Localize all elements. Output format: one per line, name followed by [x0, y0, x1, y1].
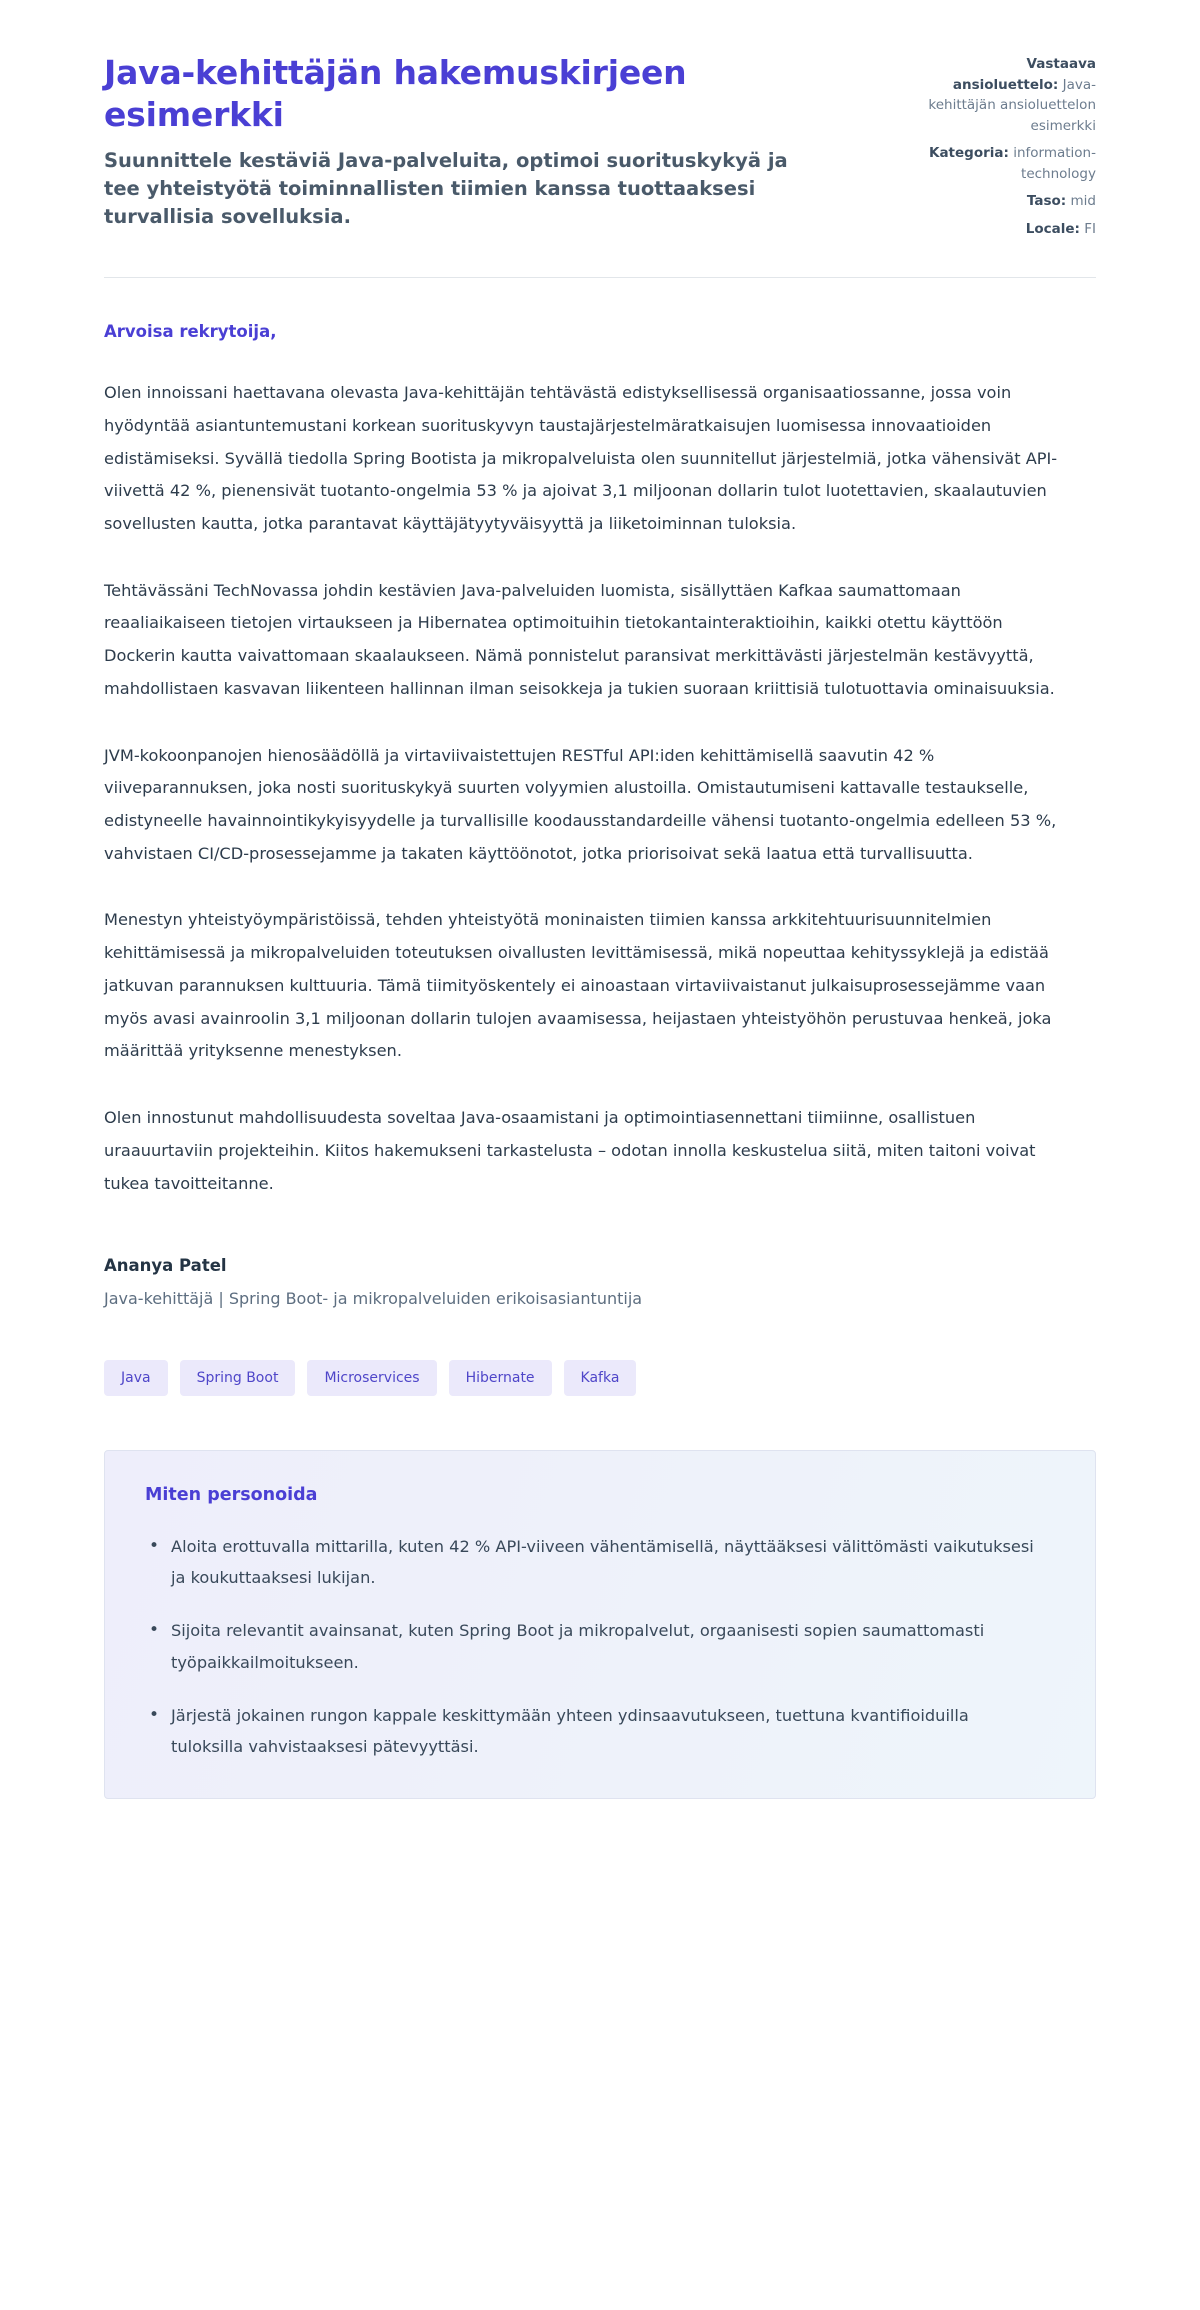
tips-list: [145, 1531, 1055, 1762]
meta-label-resume: Vastaava ansioluettelo:: [952, 56, 1096, 93]
page-title: Java-kehittäjän hakemuskirjeen esimerkki: [104, 53, 687, 134]
signature-role: Java-kehittäjä | Spring Boot- ja mikropalveluiden erikoisasiantuntija: [104, 1289, 643, 1309]
signature-name: Ananya Patel: [104, 1256, 227, 1276]
tag-chip[interactable]: Kafka: [564, 1360, 637, 1396]
personalization-tips-panel: [104, 1450, 1096, 1799]
letter-paragraph: Olen innoissani haettavana olevasta Java-kehittäjän tehtävästä edistyksellisessä organisaatiossanne, jossa voin hyödyntää asiantuntemustani korkean suorituskyvyn taustajärjestelmäratkaisujen luomisessa innovaatioiden edistämiseksi. Syvällä tiedolla Spring Bootista ja mikropalveluista olen suunnitellut järjestelmiä, jotka vähensivät API-viivettä 42 %, pienensivät tuotanto-ongelmia 53 % ja ajoivat 3,1 miljoonan dollarin tulot luotettavien, skaalautuvien sovellusten kautta, jotka parantavat käyttäjätyytyväisyyttä ja liiketoiminnan tuloksia.: [104, 383, 1058, 533]
signature-block: [104, 1256, 1096, 1308]
tips-list-item: • Järjestä jokainen rungon kappale keskittymään yhteen ydinsaavutukseen, tuettuna kvantifioiduilla tuloksilla vahvistaaksesi pätevyyttäsi.: [145, 1700, 1045, 1762]
meta-row-resume: [918, 54, 1096, 136]
letter-paragraph: JVM-kokoonpanojen hienosäädöllä ja virtaviivaistettujen RESTful API:iden kehittämisellä saavutin 42 % viiveparannuksen, joka nosti suorituskykyä suurten volyymien alustoilla. Omistautumiseni kattavalle testaukselle, edistyneelle havainnointikykyisyydelle ja turvallisille koodausstandardeille vähensi tuotanto-ongelmia edelleen 53 %, vahvistaen CI/CD-prosessejamme ja takaten käyttöönotot, jotka priorisoivat sekä laatua että turvallisuutta.: [104, 745, 1057, 863]
tag-list: [104, 1360, 1096, 1396]
document-header: [104, 0, 1096, 239]
meta-value-category: information-technology: [1013, 145, 1096, 182]
page-subtitle: Suunnittele kestäviä Java-palveluita, optimoi suorituskykyä ja tee yhteistyötä toiminnallisten tiimien kanssa tuottaaksesi turvallisia sovelluksia.: [104, 149, 788, 228]
meta-row-category: [918, 143, 1096, 184]
meta-label-locale: Locale:: [1025, 220, 1080, 237]
meta-label-level: Taso:: [1026, 193, 1067, 210]
tips-title: Miten personoida: [145, 1485, 318, 1506]
letter-paragraph: Olen innostunut mahdollisuudesta soveltaa Java-osaamistani ja optimointiasennettani tiimiinne, osallistuen uraauurtaviin projekteihin. Kiitos hakemukseni tarkastelusta – odotan innolla keskustelua siitä, miten taitoni voivat tukea tavoitteitanne.: [104, 1108, 1036, 1193]
meta-row-locale: [918, 219, 1096, 240]
tips-list-item: • Sijoita relevantit avainsanat, kuten Spring Boot ja mikropalvelut, orgaanisesti sopien saumattomasti työpaikkailmoitukseen.: [145, 1615, 1045, 1677]
tips-list-item: • Aloita erottuvalla mittarilla, kuten 42 % API-viiveen vähentämisellä, näyttääksesi välittömästi vaikutuksesi ja koukuttaaksesi lukijan.: [145, 1531, 1045, 1593]
meta-label-category: Kategoria:: [928, 145, 1009, 162]
letter-body: [104, 278, 1096, 1396]
letter-paragraph: Tehtävässäni TechNovassa johdin kestävien Java-palveluiden luomista, sisällyttäen Kafkaa saumattomaan reaaliaikaiseen tietojen virtaukseen ja Hibernatea optimoituihin tietokantainteraktioihin, kaikki otettu käyttöön Dockerin kautta vaivattomaan skaalaukseen. Nämä ponnistelut paransivat merkittävästi järjestelmän kestävyyttä, mahdollistaen kasvavan liikenteen hallinnan ilman seisokkeja ja tukien suoraan kriittisiä tulotuottavia ominaisuuksia.: [104, 580, 1055, 698]
meta-value-resume: Java-kehittäjän ansioluettelon esimerkki: [928, 76, 1096, 134]
salutation: Arvoisa rekrytoija,: [104, 322, 277, 342]
meta-row-level: [918, 191, 1096, 212]
tag-chip[interactable]: Spring Boot: [180, 1360, 296, 1396]
header-title-block: [104, 52, 804, 230]
tag-chip[interactable]: Java: [104, 1360, 168, 1396]
letter-paragraph: Menestyn yhteistyöympäristöissä, tehden yhteistyötä moninaisten tiimien kanssa arkkitehtuurisuunnitelmien kehittämisessä ja mikropalveluiden toteutuksen oivallusten levittämisessä, mikä nopeuttaa kehityssyklejä ja edistää jatkuvan parannuksen kulttuuria. Tämä tiimityöskentely ei ainoastaan virtaviivaistanut julkaisuprosessejämme vaan myös avasi avainroolin 3,1 miljoonan dollarin tulojen avaamisessa, heijastaen yhteistyöhön perustuvaa henkeä, joka määrittää yrityksenne menestyksen.: [104, 910, 1052, 1061]
tag-chip[interactable]: Microservices: [307, 1360, 436, 1396]
meta-value-level: mid: [1070, 193, 1096, 210]
header-metadata: [918, 52, 1096, 239]
meta-value-locale: FI: [1084, 220, 1096, 237]
tag-chip[interactable]: Hibernate: [449, 1360, 552, 1396]
